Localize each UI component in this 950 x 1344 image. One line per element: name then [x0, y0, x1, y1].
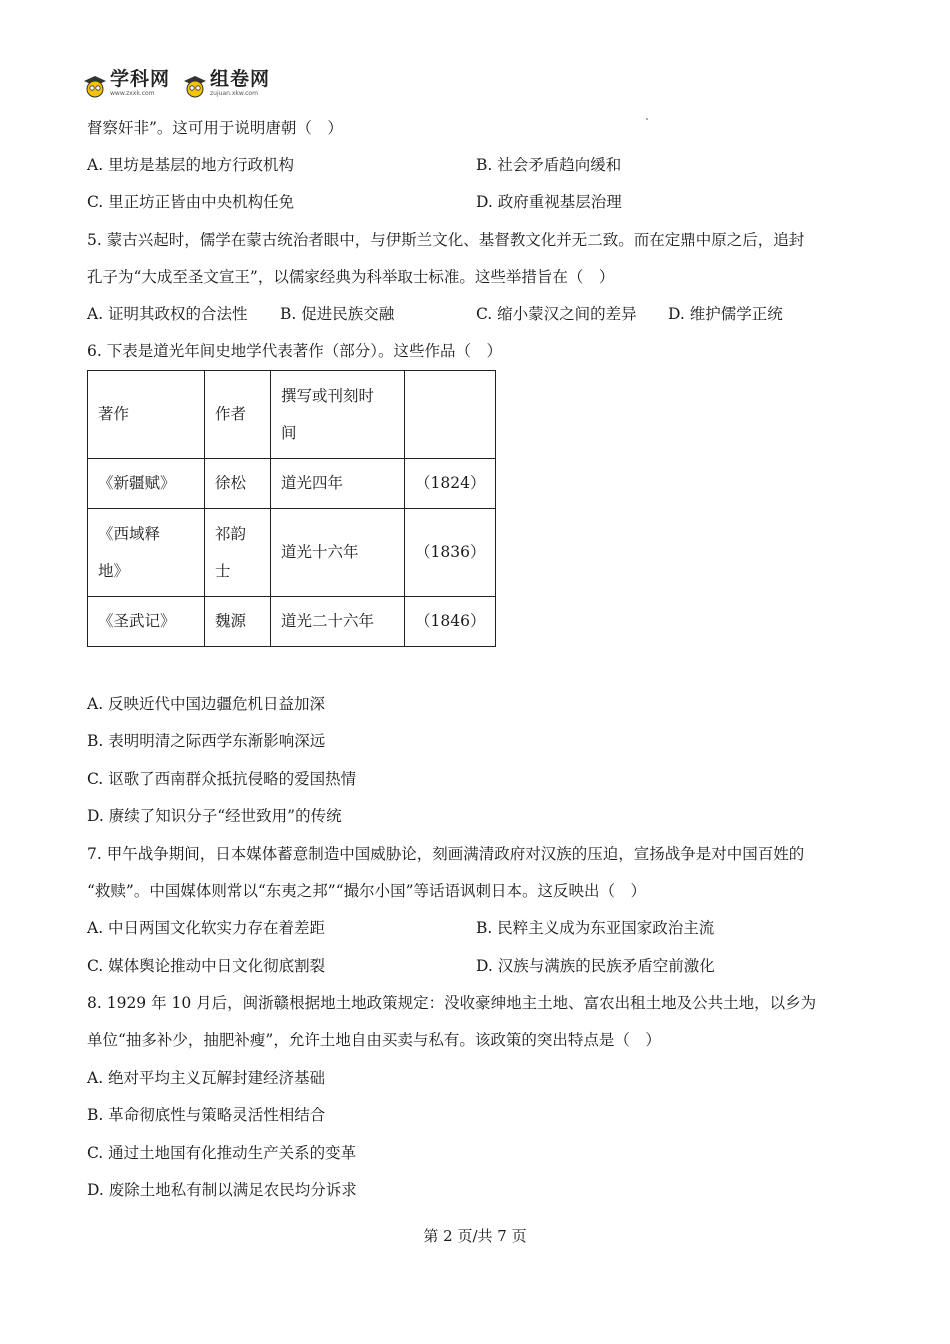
q6-option-d: D. 赓续了知识分子“经世致用”的传统	[87, 807, 342, 825]
logo-title: 学科网	[110, 68, 171, 90]
table-header-cell	[271, 371, 405, 459]
table-cell	[205, 509, 271, 597]
q5-option-b: B. 促进民族交融	[280, 305, 395, 323]
mascot-icon	[84, 76, 106, 98]
header-logo	[84, 68, 270, 106]
cell-text-line: 地》	[98, 561, 130, 580]
q8-option-b: B. 革命彻底性与策略灵活性相结合	[87, 1106, 326, 1124]
table-header-cell: 作者	[205, 371, 271, 459]
table-header-cell	[405, 371, 496, 459]
q7-option-b: B. 民粹主义成为东亚国家政治主流	[476, 919, 715, 937]
q7-option-a: A. 中日两国文化软实力存在着差距	[87, 919, 326, 937]
table-cell: 徐松	[205, 459, 271, 509]
cell-text-line: 《西域释	[98, 524, 161, 543]
cell-text-line: 祁韵	[215, 524, 247, 543]
q6-stem: 6. 下表是道光年间史地学代表著作（部分）。这些作品（ ）	[87, 342, 502, 360]
q7-stem-line1: 7. 甲午战争期间，日本媒体蓄意制造中国威胁论，刻画满清政府对汉族的压迫，宣扬战争是对中国百姓的	[87, 845, 805, 863]
table-cell: （1824）	[405, 459, 496, 509]
table-cell: 《圣武记》	[88, 597, 205, 647]
header-text-line: 间	[281, 423, 297, 442]
q7-stem-line2: “救赎”。中国媒体则常以“东夷之邦”“撮尔小国”等话语讽刺日本。这反映出（ ）	[87, 882, 647, 900]
table-cell: （1846）	[405, 597, 496, 647]
logo-url: www.zxxk.com	[110, 90, 155, 97]
q6-option-b: B. 表明明清之际西学东渐影响深远	[87, 732, 326, 750]
q6-option-a: A. 反映近代中国边疆危机日益加深	[87, 695, 326, 713]
q7-option-d: D. 汉族与满族的民族矛盾空前激化	[476, 957, 715, 975]
q6-option-c: C. 讴歌了西南群众抵抗侵略的爱国热情	[87, 770, 357, 788]
q5-stem-line2: 孔子为“大成至圣文宣王”，以儒家经典为科举取士标准。这些举措旨在（ ）	[87, 268, 615, 286]
q4-option-a: A. 里坊是基层的地方行政机构	[87, 156, 295, 174]
q4-option-c: C. 里正坊正皆由中央机构任免	[87, 193, 295, 211]
table-cell: 《新疆赋》	[88, 459, 205, 509]
table-row	[88, 509, 496, 597]
q4-stem-tail: 督察奸非”。这可用于说明唐朝（ ）	[87, 119, 343, 137]
logo-title: 组卷网	[210, 68, 271, 90]
header-text-line: 撰写或刊刻时	[281, 386, 375, 405]
mascot-icon	[184, 76, 206, 98]
works-table	[87, 370, 496, 647]
table-cell: 道光四年	[271, 459, 405, 509]
logo-url: zujuan.xkw.com	[210, 90, 258, 97]
q5-stem-line1: 5. 蒙古兴起时，儒学在蒙古统治者眼中，与伊斯兰文化、基督教文化并无二致。而在定鼎中原之后，追封	[87, 231, 805, 249]
table-cell: 道光十六年	[271, 509, 405, 597]
q8-option-d: D. 废除土地私有制以满足农民均分诉求	[87, 1181, 357, 1199]
page-number: 第 2 页/共 7 页	[423, 1227, 527, 1245]
q8-stem-line2: 单位“抽多补少，抽肥补瘦”，允许土地自由买卖与私有。该政策的突出特点是（ ）	[87, 1031, 661, 1049]
q7-option-c: C. 媒体舆论推动中日文化彻底割裂	[87, 957, 326, 975]
table-cell: 道光二十六年	[271, 597, 405, 647]
q8-stem-line1: 8. 1929 年 10 月后，闽浙赣根据地土地政策规定：没收豪绅地主土地、富农出租土地及公共土地，以乡为	[87, 994, 817, 1012]
q5-option-d: D. 维护儒学正统	[668, 305, 783, 323]
table-header-cell: 著作	[88, 371, 205, 459]
logo-zxxk	[84, 68, 170, 98]
table-row	[88, 597, 496, 647]
q5-option-a: A. 证明其政权的合法性	[87, 305, 248, 323]
cell-text-line: 士	[215, 561, 231, 580]
q4-option-d: D. 政府重视基层治理	[476, 193, 622, 211]
table-header-row	[88, 371, 496, 459]
q4-option-b: B. 社会矛盾趋向缓和	[476, 156, 622, 174]
q8-option-a: A. 绝对平均主义瓦解封建经济基础	[87, 1069, 326, 1087]
table-row	[88, 459, 496, 509]
q8-option-c: C. 通过土地国有化推动生产关系的变革	[87, 1144, 357, 1162]
table-cell	[88, 509, 205, 597]
logo-zujuan	[184, 68, 270, 98]
scan-speck	[646, 118, 648, 120]
table-cell: （1836）	[405, 509, 496, 597]
q5-option-c: C. 缩小蒙汉之间的差异	[476, 305, 637, 323]
table-cell: 魏源	[205, 597, 271, 647]
